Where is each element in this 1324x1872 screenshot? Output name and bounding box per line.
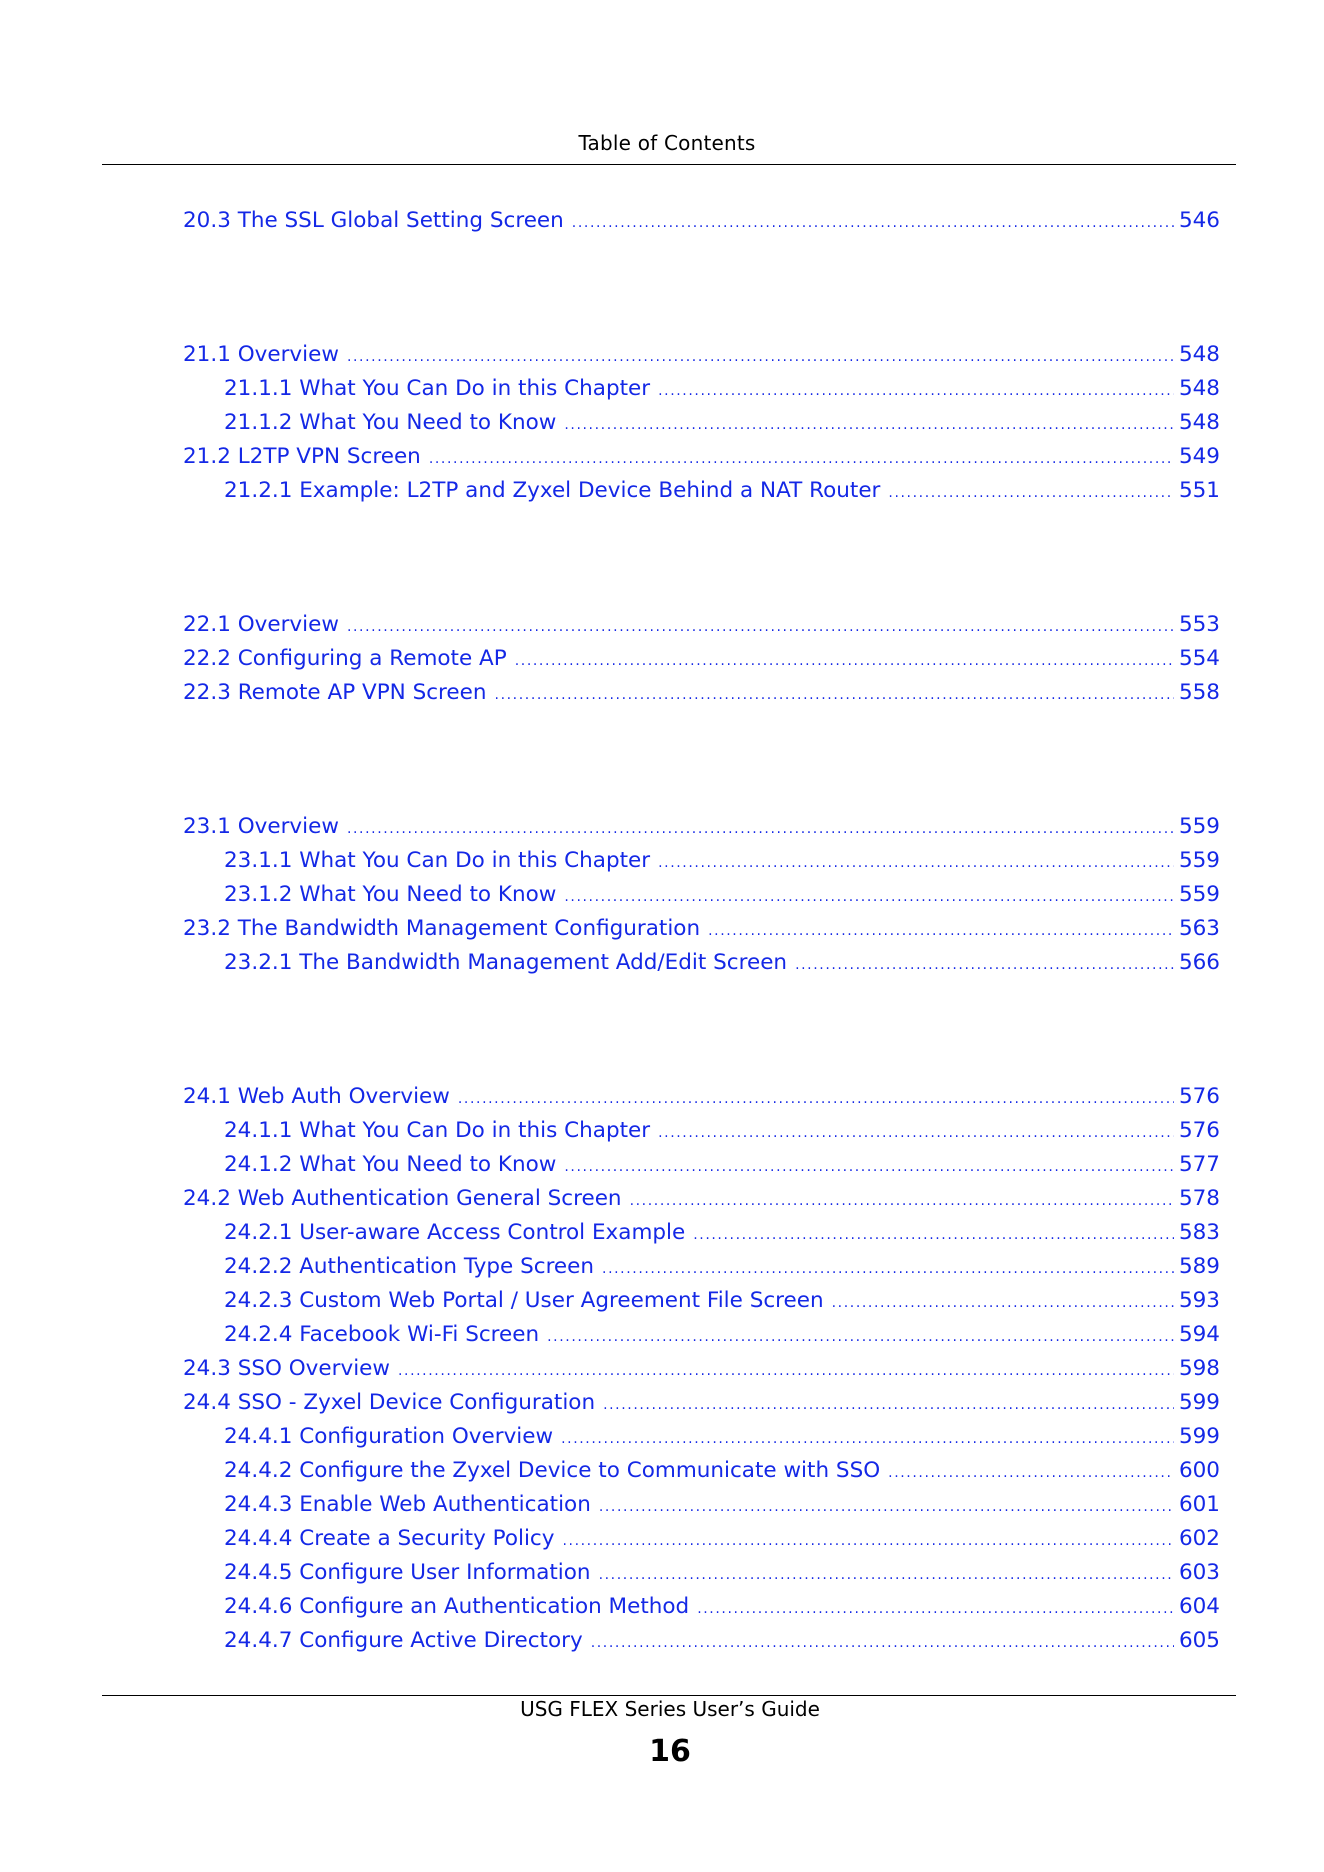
toc-entry-page: 593 (1178, 1288, 1220, 1313)
toc-entry-title: 24.4.6 Configure an Authentication Method (224, 1594, 690, 1619)
dot-leader (602, 1261, 1174, 1277)
toc-entry-page: 605 (1178, 1628, 1220, 1653)
toc-entry-page: 551 (1178, 478, 1220, 503)
toc-entry[interactable] (183, 208, 1220, 242)
toc-entry-page: 563 (1178, 916, 1220, 941)
toc-entry-page: 600 (1178, 1458, 1220, 1483)
toc-entry[interactable] (224, 1594, 1220, 1628)
toc-entry-title: 24.4.5 Configure User Information (224, 1560, 591, 1585)
toc-entry-page: 548 (1178, 342, 1220, 367)
dot-leader (630, 1193, 1174, 1209)
toc-entry[interactable] (183, 646, 1220, 680)
toc-entry-page: 603 (1178, 1560, 1220, 1585)
toc-entry[interactable] (224, 1118, 1220, 1152)
toc-entry-page: 546 (1178, 208, 1220, 233)
toc-entry-page: 594 (1178, 1322, 1220, 1347)
toc-entry-page: 599 (1178, 1390, 1220, 1415)
dot-leader (795, 957, 1174, 973)
toc-entry[interactable] (224, 1526, 1220, 1560)
toc-entry-page: 566 (1178, 950, 1220, 975)
dot-leader (564, 889, 1174, 905)
toc-entry-page: 604 (1178, 1594, 1220, 1619)
toc-entry-title: 24.2.3 Custom Web Portal / User Agreement File Screen (224, 1288, 824, 1313)
dot-leader (562, 1533, 1173, 1549)
toc-entry[interactable] (183, 1356, 1220, 1390)
dot-leader (888, 485, 1174, 501)
toc-entry-page: 577 (1178, 1152, 1220, 1177)
toc-entry[interactable] (183, 1186, 1220, 1220)
toc-entry-title: 24.4.4 Create a Security Policy (224, 1526, 555, 1551)
toc-entry-page: 548 (1178, 376, 1220, 401)
toc-entry-page: 559 (1178, 882, 1220, 907)
toc-entry[interactable] (224, 1458, 1220, 1492)
toc-entry[interactable] (224, 1628, 1220, 1662)
toc-entry-title: 24.4.3 Enable Web Authentication (224, 1492, 591, 1517)
toc-entry-page: 602 (1178, 1526, 1220, 1551)
dot-leader (515, 653, 1174, 669)
toc-entry-page: 549 (1178, 444, 1220, 469)
toc-entry-title: 23.1 Overview (183, 814, 339, 839)
toc-entry-page: 559 (1178, 814, 1220, 839)
toc-entry-page: 576 (1178, 1084, 1220, 1109)
dot-leader (658, 855, 1174, 871)
toc-entry-title: 24.2.4 Facebook Wi-Fi Screen (224, 1322, 540, 1347)
toc-entry-page: 599 (1178, 1424, 1220, 1449)
toc-entry-title: 24.4.2 Configure the Zyxel Device to Communicate with SSO (224, 1458, 881, 1483)
dot-leader (547, 1329, 1174, 1345)
footer-divider (102, 1695, 1236, 1696)
toc-entry-page: 554 (1178, 646, 1220, 671)
toc-entry-title: 24.2 Web Authentication General Screen (183, 1186, 622, 1211)
toc-entry-title: 21.1.2 What You Need to Know (224, 410, 557, 435)
dot-leader (888, 1465, 1174, 1481)
toc-entry[interactable] (224, 1492, 1220, 1526)
dot-leader (429, 451, 1174, 467)
toc-entry-title: 20.3 The SSL Global Setting Screen (183, 208, 564, 233)
toc-entry[interactable] (224, 376, 1220, 410)
toc-entry[interactable] (183, 342, 1220, 376)
toc-entry-page: 558 (1178, 680, 1220, 705)
toc-entry-title: 24.4.7 Configure Active Directory (224, 1628, 583, 1653)
toc-entry-page: 559 (1178, 848, 1220, 873)
dot-leader (458, 1091, 1174, 1107)
page-header-title: Table of Contents (578, 131, 756, 155)
dot-leader (599, 1567, 1174, 1583)
dot-leader (572, 215, 1174, 231)
toc-entry[interactable] (224, 1424, 1220, 1458)
dot-leader (564, 417, 1174, 433)
footer-guide-title: USG FLEX Series User’s Guide (520, 1697, 820, 1721)
dot-leader (591, 1635, 1174, 1651)
page-number: 16 (649, 1734, 691, 1769)
toc-entry[interactable] (183, 444, 1220, 478)
toc-entry[interactable] (183, 680, 1220, 714)
toc-entry-title: 23.1.2 What You Need to Know (224, 882, 557, 907)
dot-leader (697, 1601, 1174, 1617)
dot-leader (564, 1159, 1174, 1175)
dot-leader (658, 383, 1174, 399)
toc-entry-title: 24.2.1 User-aware Access Control Example (224, 1220, 686, 1245)
dot-leader (561, 1431, 1174, 1447)
header-divider (102, 164, 1236, 165)
toc-entry-page: 589 (1178, 1254, 1220, 1279)
toc-entry-page: 553 (1178, 612, 1220, 637)
dot-leader (708, 923, 1174, 939)
toc-entry[interactable] (183, 814, 1220, 848)
toc-entry-title: 24.4 SSO - Zyxel Device Configuration (183, 1390, 596, 1415)
toc-entry-title: 24.1.1 What You Can Do in this Chapter (224, 1118, 651, 1143)
toc-entry-title: 23.1.1 What You Can Do in this Chapter (224, 848, 651, 873)
dot-leader (599, 1499, 1174, 1515)
toc-entry[interactable] (224, 882, 1220, 916)
toc-entry-title: 24.3 SSO Overview (183, 1356, 390, 1381)
toc-entry-title: 21.1.1 What You Can Do in this Chapter (224, 376, 651, 401)
toc-entry-title: 22.3 Remote AP VPN Screen (183, 680, 487, 705)
toc-entry-title: 21.2.1 Example: L2TP and Zyxel Device Behind a NAT Router (224, 478, 881, 503)
toc-entry-title: 21.1 Overview (183, 342, 339, 367)
toc-entry[interactable] (224, 1322, 1220, 1356)
toc-entry-title: 24.2.2 Authentication Type Screen (224, 1254, 595, 1279)
dot-leader (347, 349, 1174, 365)
toc-entry-page: 583 (1178, 1220, 1220, 1245)
dot-leader (347, 821, 1174, 837)
toc-entry-page: 548 (1178, 410, 1220, 435)
toc-entry[interactable] (224, 410, 1220, 444)
toc-entry[interactable] (224, 848, 1220, 882)
toc-entry[interactable] (183, 1084, 1220, 1118)
toc-entry-page: 576 (1178, 1118, 1220, 1143)
toc-entry-title: 22.2 Configuring a Remote AP (183, 646, 507, 671)
toc-entry-title: 24.4.1 Configuration Overview (224, 1424, 554, 1449)
toc-entry-title: 21.2 L2TP VPN Screen (183, 444, 421, 469)
toc-entry[interactable] (224, 1254, 1220, 1288)
toc-entry-title: 24.1.2 What You Need to Know (224, 1152, 557, 1177)
toc-entry-page: 601 (1178, 1492, 1220, 1517)
toc-entry-page: 598 (1178, 1356, 1220, 1381)
toc-entry[interactable] (224, 1220, 1220, 1254)
toc-entry[interactable] (224, 1560, 1220, 1594)
toc-entry[interactable] (183, 612, 1220, 646)
toc-entry[interactable] (224, 478, 1220, 512)
toc-entry-title: 22.1 Overview (183, 612, 339, 637)
dot-leader (603, 1397, 1174, 1413)
toc-entry[interactable] (224, 1288, 1220, 1322)
toc-entry-page: 578 (1178, 1186, 1220, 1211)
toc-entry-title: 23.2 The Bandwidth Management Configuration (183, 916, 701, 941)
dot-leader (658, 1125, 1174, 1141)
dot-leader (347, 619, 1174, 635)
toc-entry[interactable] (183, 1390, 1220, 1424)
toc-entry[interactable] (224, 950, 1220, 984)
toc-entry[interactable] (183, 916, 1220, 950)
dot-leader (832, 1295, 1174, 1311)
toc-entry-title: 23.2.1 The Bandwidth Management Add/Edit Screen (224, 950, 788, 975)
toc-entry[interactable] (224, 1152, 1220, 1186)
dot-leader (693, 1227, 1174, 1243)
dot-leader (398, 1363, 1174, 1379)
toc-entry-title: 24.1 Web Auth Overview (183, 1084, 450, 1109)
dot-leader (495, 687, 1174, 703)
